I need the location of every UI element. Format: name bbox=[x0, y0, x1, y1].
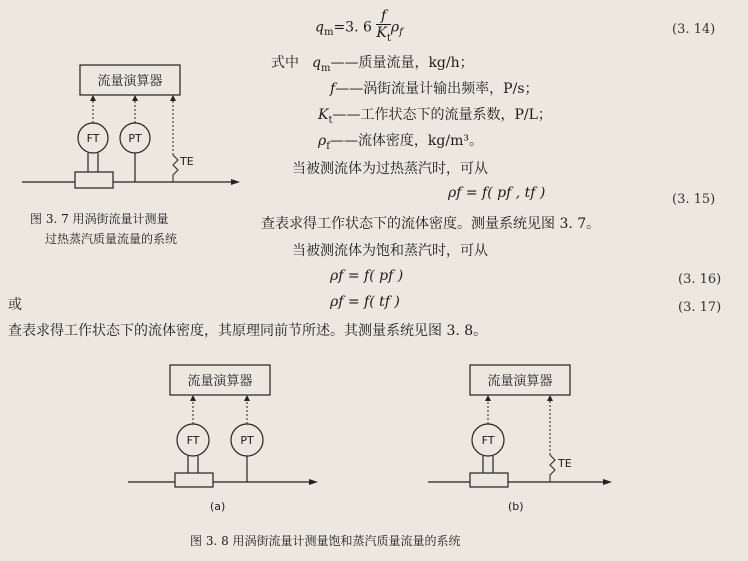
defs-intro: 式中 bbox=[271, 55, 299, 71]
equation-number: (3. 17) bbox=[678, 300, 722, 315]
pt-label: PT bbox=[128, 132, 142, 145]
paragraph: 当被测流体为过热蒸汽时，可从 bbox=[292, 161, 488, 177]
vortex-sensor bbox=[175, 473, 213, 487]
flow-arrow bbox=[309, 479, 318, 485]
figure-3-8b bbox=[420, 345, 640, 520]
figure-caption: 图 3. 7 用涡街流量计测量 bbox=[30, 212, 169, 226]
te-label: TE bbox=[558, 457, 572, 470]
figure-caption: 图 3. 8 用涡街流量计测量饱和蒸汽质量流量的系统 bbox=[190, 534, 461, 548]
figure-3-8a bbox=[120, 345, 360, 520]
equation-3-17: ρf = f( tf ) bbox=[330, 294, 400, 310]
flow-computer-label: 流量演算器 bbox=[187, 374, 253, 389]
equation-number: (3. 16) bbox=[678, 272, 722, 287]
paragraph: 查表求得工作状态下的流体密度。测量系统见图 3. 7。 bbox=[261, 216, 601, 232]
equation-number: (3. 14) bbox=[672, 22, 716, 37]
vortex-sensor bbox=[470, 473, 508, 487]
equation-3-14: $q_m=3$. 6 $\frac{f}{K_t}$ $\rho_f$ bbox=[315, 8, 403, 44]
paragraph: 当被测流体为饱和蒸汽时，可从 bbox=[292, 243, 488, 259]
paragraph: 查表求得工作状态下的流体密度，其原理同前节所述。其测量系统见图 3. 8。 bbox=[8, 323, 488, 339]
ft-label: FT bbox=[86, 132, 100, 145]
equation-3-15: ρf = f( pf , tf ) bbox=[448, 185, 546, 201]
subfigure-label: (a) bbox=[210, 500, 226, 513]
pt-label: PT bbox=[240, 434, 254, 447]
ft-label: FT bbox=[186, 434, 200, 447]
flow-arrow bbox=[603, 479, 612, 485]
def-item: $K_t——$工作状态下的流量系数，P/L； bbox=[318, 107, 552, 126]
te-label: TE bbox=[180, 155, 194, 168]
def-item: f——涡街流量计输出频率，P/s； bbox=[330, 81, 539, 97]
equation-3-16: ρf = f( pf ) bbox=[330, 268, 404, 284]
ft-label: FT bbox=[481, 434, 495, 447]
def-item: $q_m——$质量流量，kg/h； bbox=[312, 55, 474, 74]
figure-caption: 过热蒸汽质量流量的系统 bbox=[45, 232, 178, 246]
flow-arrow bbox=[231, 179, 240, 185]
vortex-sensor bbox=[75, 172, 113, 188]
equation-number: (3. 15) bbox=[672, 192, 716, 207]
flow-computer-label: 流量演算器 bbox=[487, 374, 553, 389]
subfigure-label: (b) bbox=[508, 500, 524, 513]
def-item: $\rho_f——$流体密度，kg/m³。 bbox=[318, 133, 483, 152]
figure-3-7 bbox=[0, 0, 260, 200]
flow-computer-label: 流量演算器 bbox=[97, 74, 163, 89]
or-text: 或 bbox=[8, 297, 22, 313]
